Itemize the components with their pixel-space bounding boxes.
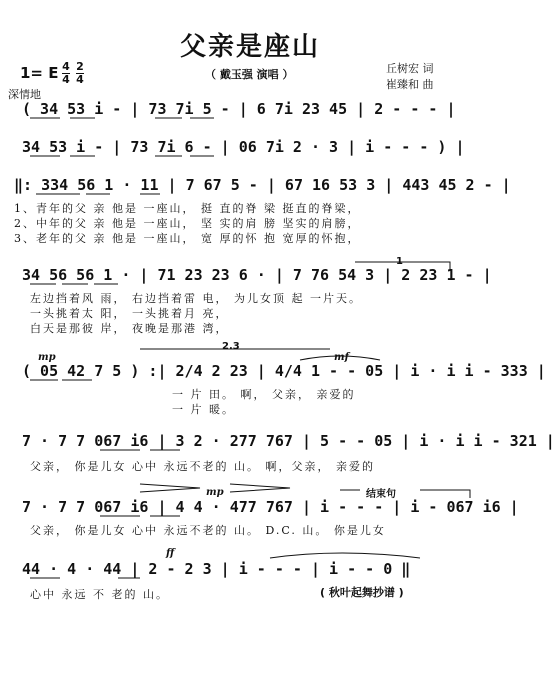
notation-row-6: 7 · 7 7 067 i6 | 3 2 · 277 767 | 5 - - 05 | i · i i - 321 | <box>22 432 555 450</box>
dynamic-mf: mf <box>334 352 349 363</box>
lyric-row-4c: 白天是那彼 岸， 夜晚是那港 湾， <box>30 322 229 335</box>
time-signature-4-4: 4 4 <box>62 60 70 86</box>
notation-row-3: ‖: 334 56 1 · 11 | 7 67 5 - | 67 16 53 3 | 443 45 2 - | <box>14 176 511 194</box>
lyric-row-7: 父亲， 你是儿女 心中 永远不老的 山。 D.C. 山。 你是儿女 <box>30 524 386 537</box>
notation-row-8: 44 · 4 · 44 | 2 - 2 3 | i - - - | i - - 0 ‖ <box>22 560 411 578</box>
lyric-row-4a: 左边挡着风 雨， 右边挡着雷 电， 为儿女顶 起 一片天。 <box>30 292 362 305</box>
lyric-verse-2: 2、中年的父 亲 他是 一座山， 坚 实的肩 膀 坚实的肩膀， <box>14 217 361 230</box>
lyric-row-4b: 一头挑着太 阳， 一头挑着月 亮， <box>30 307 229 320</box>
notation-row-5: ( 05 42 7 5 ) :| 2/4 2 23 | 4/4 1 - - 05 | i · i i - 333 | <box>22 362 546 380</box>
volta-1-label: 1 <box>396 256 403 267</box>
ending-label: 结束句 <box>366 489 396 500</box>
dynamic-mp: mp <box>38 352 56 363</box>
time-signature-2-4: 2 4 <box>76 60 84 86</box>
notation-row-7: 7 · 7 7 067 i6 | 4 4 · 477 767 | i - - - | i - 067 i6 | <box>22 498 519 516</box>
notation-row-1: ( 34 53 i - | 73 7i 5 - | 6 7i 23 45 | 2 - - - | <box>22 100 456 118</box>
lyric-row-5b: 一 片 暖。 <box>172 403 235 416</box>
lyric-row-6: 父亲， 你是儿女 心中 永远不老的 山。 啊，父亲， 亲爱的 <box>30 460 375 473</box>
notation-row-2: 34 53 i - | 73 7i 6 - | 06 7i 2 · 3 | i - - - ) | <box>22 138 465 156</box>
lyric-verse-1: 1、青年的父 亲 他是 一座山， 挺 直的脊 梁 挺直的脊梁， <box>14 202 361 215</box>
singer-credit: （ 戴玉强 演唱 ） <box>205 68 294 81</box>
expression-mark: 深情地 <box>8 88 41 101</box>
lyric-row-5a: 一 片 田。 啊， 父亲， 亲爱的 <box>172 388 356 401</box>
page-title: 父亲是座山 <box>179 32 320 62</box>
key-signature: 1= E <box>20 64 59 82</box>
composer-credit: 崔臻和 曲 <box>386 78 434 91</box>
transcriber-credit: ( 秋叶起舞抄谱 ) <box>320 586 404 599</box>
dynamic-ff: ff <box>166 548 175 559</box>
lyricist-credit: 丘树宏 词 <box>386 62 434 75</box>
dynamic-mp-2: mp <box>206 487 224 498</box>
lyric-row-8: 心中 永远 不 老的 山。 <box>30 588 169 601</box>
notation-row-4: 34 56 56 1 · | 71 23 23 6 · | 7 76 54 3 | 2 23 1 - | <box>22 266 492 284</box>
volta-23-label: 2.3 <box>222 341 240 352</box>
lyric-verse-3: 3、老年的父 亲 他是 一座山， 宽 厚的怀 抱 宽厚的怀抱， <box>14 232 361 245</box>
